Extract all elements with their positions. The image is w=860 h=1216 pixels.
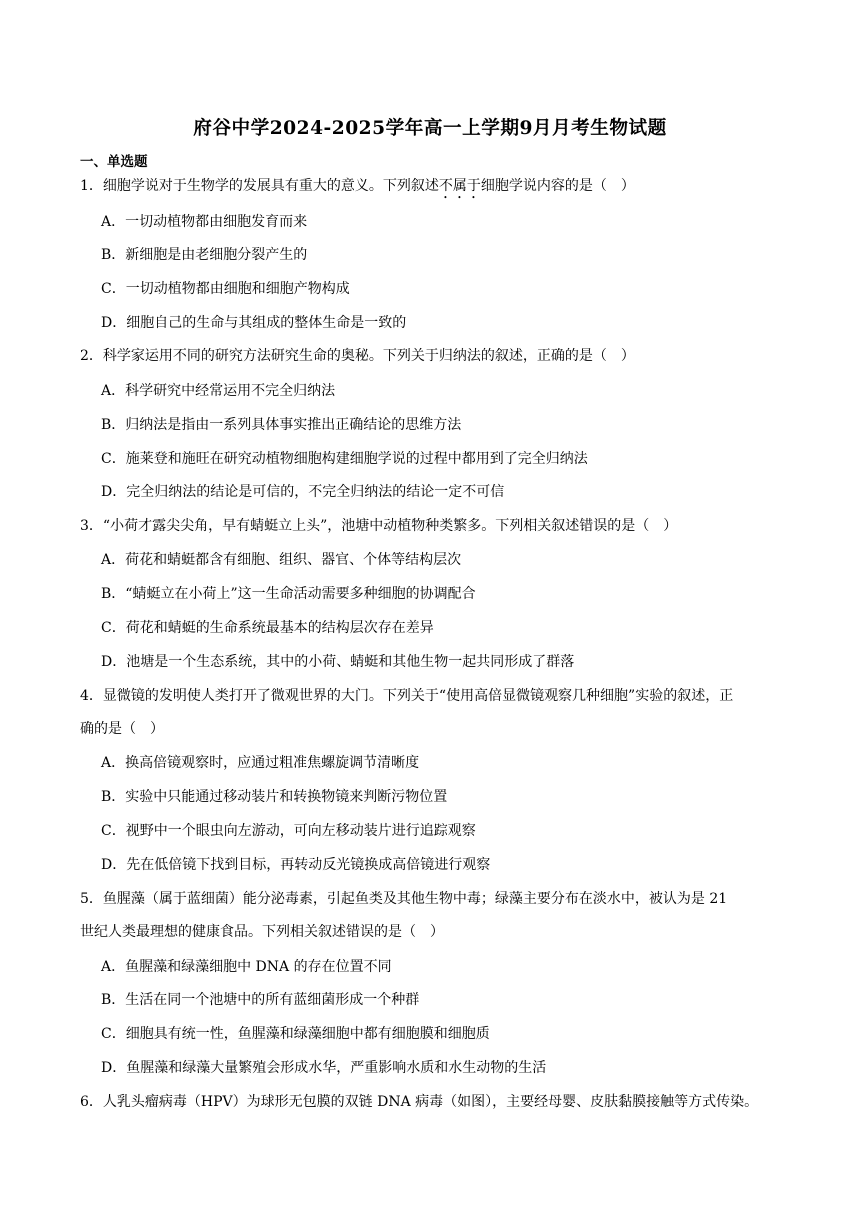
question-4-stem-line-2: 确的是（ ） [80, 721, 164, 737]
question-3-option-b: B．“蜻蜓立在小荷上”这一生命活动需要多种细胞的协调配合 [101, 586, 476, 602]
question-1-option-b: B．新细胞是由老细胞分裂产生的 [101, 247, 308, 263]
question-4-option-c: C．视野中一个眼虫向左游动，可向左移动装片进行追踪观察 [101, 823, 476, 839]
question-2-option-a: A．科学研究中经常运用不完全归纳法 [101, 383, 336, 399]
question-2-stem: 2．科学家运用不同的研究方法研究生命的奥秘。下列关于归纳法的叙述，正确的是（ ） [80, 348, 635, 364]
question-5-stem-line-2: 世纪人类最理想的健康食品。下列相关叙述错误的是（ ） [80, 924, 444, 940]
question-6-stem: 6．人乳头瘤病毒（HPV）为球形无包膜的双链 DNA 病毒（如图），主要经母婴、皮肤黏膜接触等方式传染。 [80, 1094, 759, 1110]
question-3-stem: 3．“小荷才露尖尖角，早有蜻蜓立上头”，池塘中动植物种类繁多。下列相关叙述错误的是（ ） [80, 518, 678, 534]
question-4-stem-line-1: 4．显微镜的发明使人类打开了微观世界的大门。下列关于“使用高倍显微镜观察几种细胞”实验的叙述，正 [80, 688, 734, 704]
question-5-option-b: B．生活在同一个池塘中的所有蓝细菌形成一个种群 [101, 992, 420, 1008]
question-3-option-d: D．池塘是一个生态系统，其中的小荷、蜻蜓和其他生物一起共同形成了群落 [101, 654, 575, 670]
question-4-option-d: D．先在低倍镜下找到目标，再转动反光镜换成高倍镜进行观察 [101, 857, 491, 873]
question-2-option-b: B．归纳法是指由一系列具体事实推出正确结论的思维方法 [101, 417, 462, 433]
question-4-option-b: B．实验中只能通过移动装片和转换物镜来判断污物位置 [101, 789, 448, 805]
question-1-emphasis: 不属于 [438, 178, 481, 194]
question-1-stem [80, 176, 635, 202]
question-1-option-d: D．细胞自己的生命与其组成的整体生命是一致的 [101, 315, 407, 331]
question-5-option-c: C．细胞具有统一性，鱼腥藻和绿藻细胞中都有细胞膜和细胞质 [101, 1026, 490, 1042]
question-5-stem-line-1: 5．鱼腥藻（属于蓝细菌）能分泌毒素，引起鱼类及其他生物中毒；绿藻主要分布在淡水中，被认为是 21 [80, 891, 728, 907]
question-1-stem-before: 1．细胞学说对于生物学的发展具有重大的意义。下列叙述 [80, 178, 439, 194]
exam-title: 府谷中学2024-2025学年高一上学期9月月考生物试题 [193, 118, 667, 139]
question-5-option-d: D．鱼腥藻和绿藻大量繁殖会形成水华，严重影响水质和水生动物的生活 [101, 1060, 547, 1076]
question-2-option-c: C．施莱登和施旺在研究动植物细胞构建细胞学说的过程中都用到了完全归纳法 [101, 451, 588, 467]
question-5-option-a: A．鱼腥藻和绿藻细胞中 DNA 的存在位置不同 [101, 959, 392, 975]
question-2-option-d: D．完全归纳法的结论是可信的，不完全归纳法的结论一定不可信 [101, 484, 505, 500]
question-1-stem-after: 细胞学说内容的是（ ） [480, 178, 635, 194]
question-1-option-c: C．一切动植物都由细胞和细胞产物构成 [101, 281, 350, 297]
section-heading: 一、单选题 [80, 154, 148, 170]
question-3-option-c: C．荷花和蜻蜓的生命系统最基本的结构层次存在差异 [101, 620, 434, 636]
question-1-option-a: A．一切动植物都由细胞发育而来 [101, 214, 308, 230]
question-3-option-a: A．荷花和蜻蜓都含有细胞、组织、器官、个体等结构层次 [101, 552, 462, 568]
question-4-option-a: A．换高倍镜观察时，应通过粗准焦螺旋调节清晰度 [101, 755, 420, 771]
